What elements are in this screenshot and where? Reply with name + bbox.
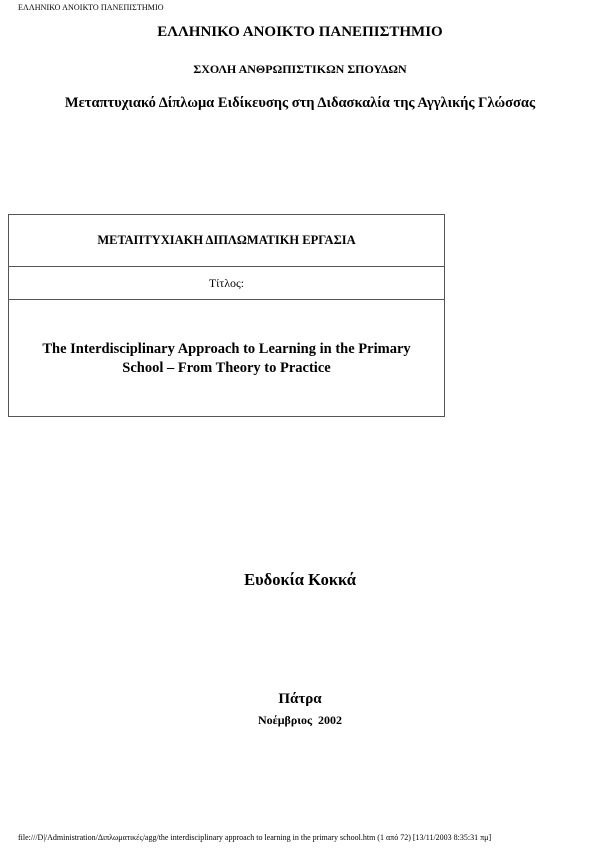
thesis-heading: ΜΕΤΑΠΤΥΧΙΑΚΗ ΔΙΠΛΩΜΑΤΙΚΗ ΕΡΓΑΣΙΑ (9, 215, 444, 267)
date: Νοέμβριος 2002 (257, 713, 343, 727)
thesis-title-line-1: The Interdisciplinary Approach to Learning in the Primary (42, 341, 411, 357)
program-name: Μεταπτυχιακό Δίπλωμα Ειδίκευσης στη Διδασκαλία της Αγγλικής Γλώσσας (64, 95, 536, 111)
author-name: Ευδοκία Κοκκά (244, 570, 356, 589)
city: Πάτρα (278, 691, 322, 707)
title-label: Τίτλος: (9, 267, 444, 300)
thesis-title (9, 300, 444, 416)
school-name: ΣΧΟΛΗ ΑΝΘΡΩΠΙΣΤΙΚΩΝ ΣΠΟΥΔΩΝ (193, 62, 407, 76)
thesis-title-line-2: School – From Theory to Practice (122, 360, 331, 376)
thesis-title-box (8, 214, 445, 417)
running-footer: file:///D|/Administration/Διπλωματικές/agg/the interdisciplinary approach to learning in the primary school.htm (1 από 72) [13/11/2003 8:35:31 πμ] (18, 833, 492, 842)
running-header: ΕΛΛΗΝΙΚΟ ΑΝΟΙΚΤΟ ΠΑΝΕΠΙΣΤΗΜΙΟ (18, 3, 164, 12)
university-name: ΕΛΛΗΝΙΚΟ ΑΝΟΙΚΤΟ ΠΑΝΕΠΙΣΤΗΜΙΟ (157, 24, 443, 40)
